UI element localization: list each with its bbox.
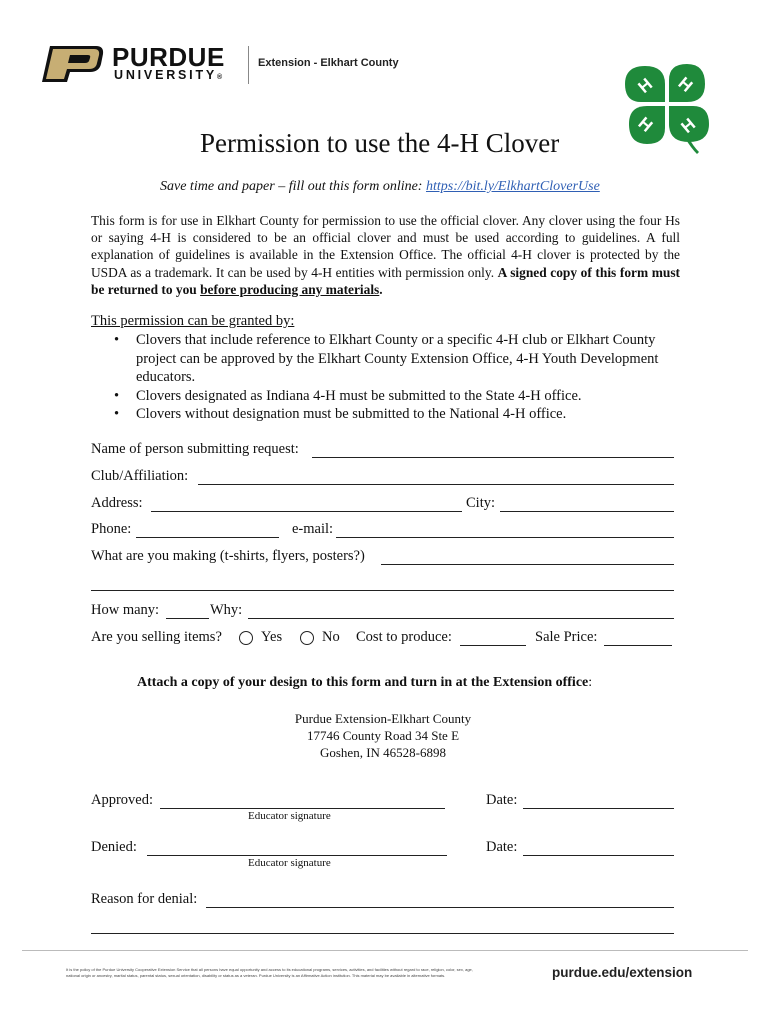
bullet-icon: • [114,387,120,404]
email-label: e-mail: [292,521,334,537]
page-title: Permission to use the 4-H Clover [200,128,560,158]
fine-print-line-2: national origin or ancestry, marital status, parental status, sexual orientation, disability or status as a veteran. Purdue University is an Affirmative Action institution. This material may be available in alternative formats. [66,973,446,978]
no-label: No [322,629,340,645]
online-form-link[interactable]: https://bit.ly/ElkhartCloverUse [425,179,600,194]
attach-instruction [137,675,592,691]
list-item [91,331,686,387]
yes-radio[interactable] [239,631,253,645]
purdue-p-mark-icon [40,44,106,84]
phone-label: Phone: [91,521,132,537]
clover-h-4: H [634,113,657,136]
making-field-line-2[interactable] [91,590,674,591]
address-line-1: Purdue Extension-Elkhart County [294,711,472,726]
denied-signature-caption: Educator signature [248,857,331,869]
footer-url[interactable]: purdue.edu/extension [552,965,693,980]
making-field[interactable] [381,564,674,565]
approved-date-field[interactable] [523,808,674,809]
header-divider [248,46,249,84]
list-item-text: Clovers that include reference to Elkhart County or a specific 4-H club or Elkhart County project can be approved by the Elkhart County Extension Office, 4-H Youth Development educators. [136,332,659,385]
name-label: Name of person submitting request: [91,441,299,457]
cost-label: Cost to produce: [356,629,452,645]
subtitle [160,179,600,195]
footer-fine-print [66,967,506,979]
denied-label: Denied: [91,839,137,855]
name-field[interactable] [312,457,674,458]
cost-field[interactable] [460,645,526,646]
how-many-field[interactable] [166,618,209,619]
denied-date-label: Date: [486,839,518,855]
intro-paragraph [91,212,680,298]
intro-bold: A signed copy of this form must be returned to you [91,264,681,297]
reason-field[interactable] [206,907,674,908]
granted-heading: This permission can be granted by: [91,313,295,329]
extension-label: Extension - Elkhart County [258,57,399,69]
sale-price-label: Sale Price: [535,629,598,645]
attach-bold: Attach a copy of your design to this form and turn in at the Extension office [137,675,589,690]
making-label: What are you making (t-shirts, flyers, posters?) [91,548,365,564]
intro-bold-underline: before producing any materials [200,281,380,297]
logo-wordmark: PURDUE [112,42,225,72]
why-field[interactable] [248,618,674,619]
approved-label: Approved: [91,792,154,808]
why-label: Why: [210,602,243,618]
city-field[interactable] [500,511,674,512]
clover-h-2: H [674,73,697,96]
yes-label: Yes [261,629,283,645]
denied-signature-field[interactable] [147,855,447,856]
reason-field-line-2[interactable] [91,933,674,934]
approved-signature-caption: Educator signature [248,810,331,822]
no-radio[interactable] [300,631,314,645]
list-item [91,405,686,424]
how-many-label: How many: [91,602,160,618]
address-line-2: 17746 County Road 34 Ste E [306,728,460,743]
intro-period: . [379,281,383,297]
city-label: City: [466,495,496,511]
attach-colon: : [588,675,593,690]
club-field[interactable] [198,484,674,485]
sale-price-field[interactable] [604,645,672,646]
intro-text: This form is for use in Elkhart County for permission to use the official clover. Any clover using the four Hs or saying 4-H is considered to be an official clover and must be used according to guidelines. A full explanation of guidelines is available in the Extension Office. The official 4-H clover is protected by the USDA as a trademark. It can be used by 4-H entities with permission only. [91,213,680,280]
clover-h-1: H [634,74,657,97]
bullet-icon: • [114,332,120,348]
registered-mark: ® [217,74,223,81]
club-label: Club/Affiliation: [91,468,189,484]
reason-label: Reason for denial: [91,891,198,907]
list-item-text: Clovers designated as Indiana 4-H must be submitted to the State 4-H office. [136,387,582,404]
subtitle-text: Save time and paper – fill out this form online: [160,179,426,194]
footer-divider [22,950,748,951]
address-field[interactable] [151,511,462,512]
fine-print-line-1: It is the policy of the Purdue University Cooperative Extension Service that all persons have equal opportunity and access to its educational programs, services, activities, and facilities without regard to race, religion, color, sex, age, [66,967,473,972]
approved-signature-field[interactable] [160,808,445,809]
list-item [91,387,686,406]
office-address [230,710,536,761]
purdue-logo [40,44,240,86]
address-label: Address: [91,495,143,511]
granted-list [91,331,686,424]
address-line-3: Goshen, IN 46528-6898 [319,745,446,760]
selling-label: Are you selling items? [91,629,222,645]
logo-subtitle: UNIVERSITY [114,68,218,82]
bullet-icon: • [114,406,120,422]
list-item-text: Clovers without designation must be submitted to the National 4-H office. [136,406,567,422]
clover-h-3: H [677,114,700,137]
denied-date-field[interactable] [523,855,674,856]
phone-field[interactable] [136,537,279,538]
4h-clover-icon [615,54,719,158]
approved-date-label: Date: [486,792,518,808]
email-field[interactable] [336,537,674,538]
